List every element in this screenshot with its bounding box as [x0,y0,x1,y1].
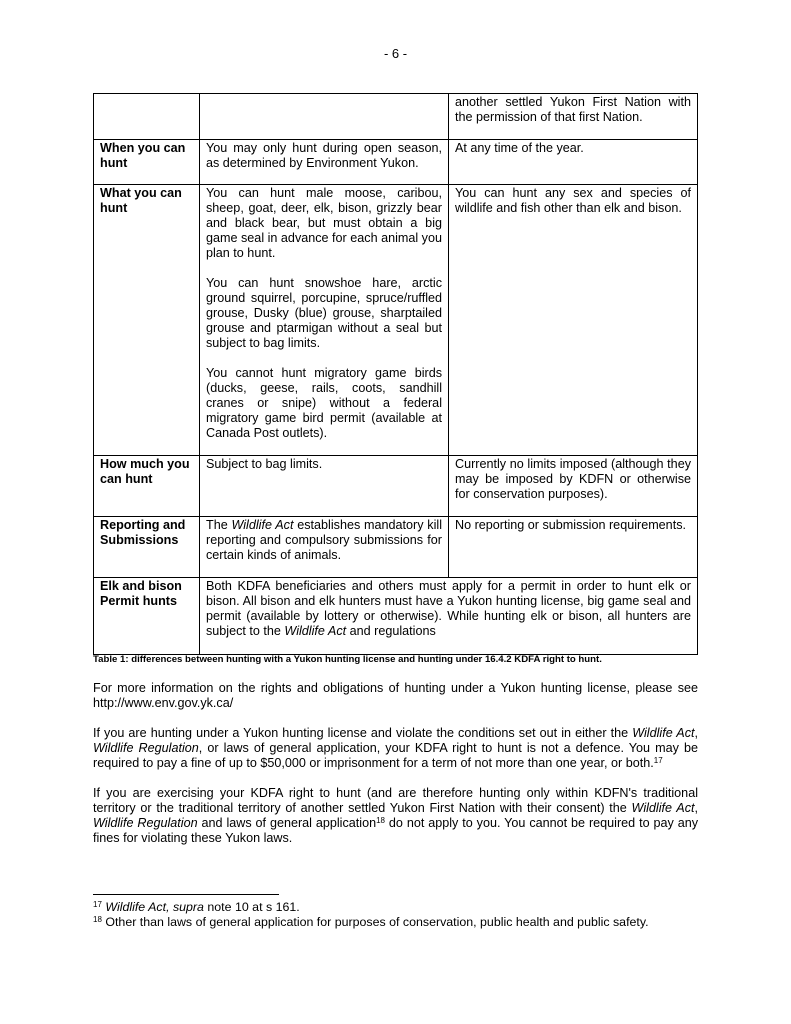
footnote-number: 17 [93,900,102,909]
merged-cell [200,578,698,655]
row-label [94,94,200,140]
row-label: What you can hunt [94,185,200,456]
text-run: If you are hunting under a Yukon hunting license and violate the conditions set out in either the [93,726,633,740]
act-title: Wildlife Act [632,726,695,740]
row-label: Reporting and Submissions [94,517,200,578]
footnote-number: 18 [93,915,102,924]
footnote-ref: 18 [376,816,385,825]
text-run: , [694,801,698,815]
yukon-license-cell [200,94,449,140]
hunting-comparison-table [93,93,698,655]
kdfa-right-cell: Currently no limits imposed (although they may be imposed by KDFN or otherwise for conservation purposes). [449,456,698,517]
table-row [94,456,698,517]
act-title: Wildlife Act [284,624,347,638]
table-caption: Table 1: differences between hunting with a Yukon hunting license and hunting under 16.4.2 KDFA right to hunt. [93,654,602,665]
kdfa-right-cell: At any time of the year. [449,140,698,185]
table-row [94,185,698,456]
table-row [94,94,698,140]
table-row [94,140,698,185]
yukon-license-cell: You may only hunt during open season, as determined by Environment Yukon. [200,140,449,185]
table-row [94,517,698,578]
paragraph-yukon-license-violation [93,726,698,771]
cell-paragraph: You cannot hunt migratory game birds (ducks, geese, rails, coots, sandhill cranes or snipe) without a federal migratory game bird permit (available at Canada Post outlets). [206,366,442,440]
kdfa-right-cell: another settled Yukon First Nation with the permission of that first Nation. [449,94,698,140]
text-run: , or laws of general application, your KDFA right to hunt is not a defence. You may be required to pay a fine of up to $50,000 or imprisonment for a term of not more than one year, or both. [93,741,698,770]
table-row [94,578,698,655]
regulation-title: Wildlife Regulation [93,741,199,755]
yukon-license-cell: Subject to bag limits. [200,456,449,517]
footnote-17 [93,900,703,915]
row-label: How much you can hunt [94,456,200,517]
row-label: When you can hunt [94,140,200,185]
paragraph-kdfa-right [93,786,698,846]
yukon-license-cell [200,185,449,456]
footnote-separator [93,894,279,895]
act-title: Wildlife Act [231,518,294,532]
page-number: - 6 - [383,46,408,61]
footnote-text: Other than laws of general application for purposes of conservation, public health and public safety. [101,915,649,929]
footnote-18 [93,915,703,930]
row-label: Elk and bison Permit hunts [94,578,200,655]
footnote-ref: 17 [653,756,663,765]
text-run: If you are exercising your KDFA right to hunt (and are therefore hunting only within KDFN's traditional territory or the traditional territory of another settled Yukon First Nation with their consent) the [93,786,698,815]
kdfa-right-cell: No reporting or submission requirements. [449,517,698,578]
text-run: establishes mandatory kill reporting and compulsory submissions for certain kinds of animals. [206,518,442,562]
text-run: do not apply to you. You cannot be required to pay any fines for violating these Yukon laws. [93,816,698,845]
regulation-title: Wildlife Regulation [93,816,198,830]
text-run: The [206,518,232,532]
text-run: and laws of general application [197,816,377,830]
yukon-license-cell [200,517,449,578]
footnote-text: note 10 at s 161. [203,900,300,914]
act-title: Wildlife Act [631,801,695,815]
text-run: , [694,726,699,740]
citation-title: Wildlife Act, supra [105,900,204,914]
cell-paragraph: You can hunt snowshoe hare, arctic ground squirrel, porcupine, spruce/ruffled grouse, Dusky (blue) grouse, sharptailed grouse and ptarmigan without a seal but subject to bag limits. [206,276,442,350]
text-run: Both KDFA beneficiaries and others must apply for a permit in order to hunt elk or bison. All bison and elk hunters must have a Yukon hunting license, big game seal and permit (available by lottery or otherwise). While hunting elk or bison, all hunters are subject to the [206,579,691,638]
kdfa-right-cell: You can hunt any sex and species of wildlife and fish other than elk and bison. [449,185,698,456]
cell-paragraph: You can hunt male moose, caribou, sheep, goat, deer, elk, bison, grizzly bear and black bear, but must obtain a big game seal in advance for each animal you plan to hunt. [206,186,442,260]
text-run: and regulations [346,624,436,638]
paragraph-more-info: For more information on the rights and obligations of hunting under a Yukon hunting license, please see http://www.env.gov.yk.ca/ [93,681,698,710]
